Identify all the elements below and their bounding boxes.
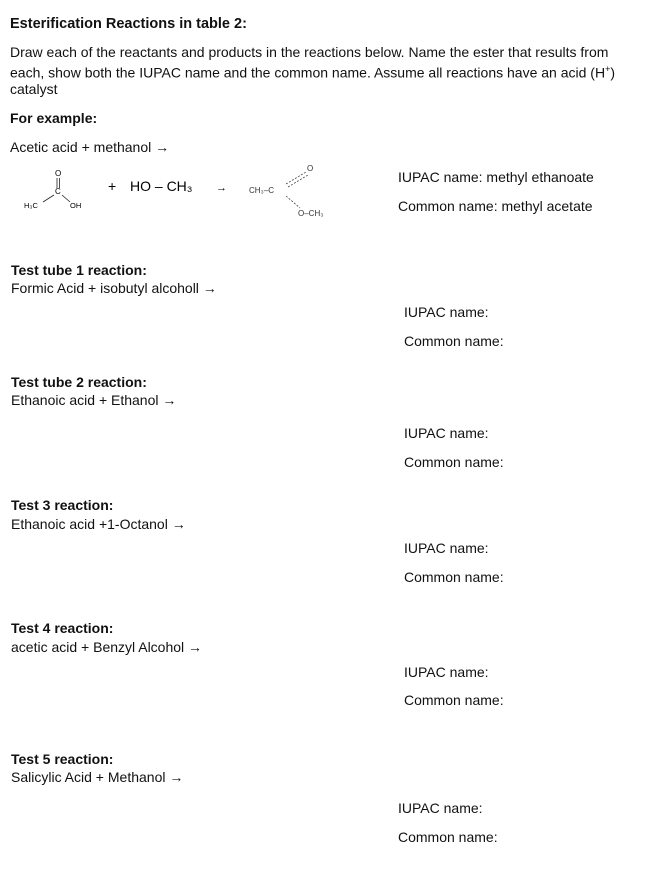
test-3-iupac-label: IUPAC name: xyxy=(404,540,489,556)
instructions-last-line: catalyst xyxy=(10,80,58,97)
example-iupac-name: IUPAC name: methyl ethanoate xyxy=(398,169,594,185)
example-common-name: Common name: methyl acetate xyxy=(398,198,593,214)
test-1-iupac-label: IUPAC name: xyxy=(404,304,489,320)
test-1-heading: Test tube 1 reaction: xyxy=(11,262,147,278)
example-reaction: Acetic acid + methanol → xyxy=(10,139,170,155)
ester-methyl-carbon: CH₃–C xyxy=(249,186,275,195)
instructions-after: ) xyxy=(610,64,615,81)
acid-carbonyl-o: O xyxy=(55,169,62,178)
acid-hydroxyl: OH xyxy=(70,201,82,210)
methanol-formula: HO – CH₃ xyxy=(130,178,193,194)
ester-single-bond xyxy=(286,196,300,208)
test-4-common-label: Common name: xyxy=(404,692,504,708)
acid-left-bond xyxy=(43,195,54,202)
test-5-common-label: Common name: xyxy=(398,829,498,845)
instructions-superscript: + xyxy=(605,63,611,74)
test-5-reaction: Salicylic Acid + Methanol → xyxy=(11,769,184,785)
instructions-paragraph xyxy=(10,44,646,97)
acid-methyl: H₃C xyxy=(24,201,38,210)
ester-double-bond-line-2 xyxy=(288,175,308,187)
example-heading: For example: xyxy=(10,110,98,126)
test-4-reaction: acetic acid + Benzyl Alcohol → xyxy=(11,639,203,655)
test-5-heading: Test 5 reaction: xyxy=(11,751,114,767)
test-3-common-label: Common name: xyxy=(404,569,504,585)
page-title: Esterification Reactions in table 2: xyxy=(10,16,247,32)
reaction-arrow: → xyxy=(216,182,227,194)
test-4-heading: Test 4 reaction: xyxy=(11,620,114,636)
example-reaction-scheme xyxy=(10,160,390,222)
instructions-text: Draw each of the reactants and products in the reactions below. Name the ester that results from each, show both the IUPAC name and the common name. Assume all reactions have an acid (H xyxy=(10,44,609,81)
plus-sign: + xyxy=(108,178,117,194)
test-2-heading: Test tube 2 reaction: xyxy=(11,374,147,390)
test-5-iupac-label: IUPAC name: xyxy=(398,800,483,816)
test-2-common-label: Common name: xyxy=(404,454,504,470)
acid-carbon: C xyxy=(55,187,61,196)
test-1-common-label: Common name: xyxy=(404,333,504,349)
test-3-reaction: Ethanoic acid +1-Octanol → xyxy=(11,516,186,532)
test-4-iupac-label: IUPAC name: xyxy=(404,664,489,680)
ester-double-bond-line-1 xyxy=(286,172,306,184)
test-2-reaction: Ethanoic acid + Ethanol → xyxy=(11,392,177,408)
test-1-reaction: Formic Acid + isobutyl alcoholl → xyxy=(11,280,217,296)
test-2-iupac-label: IUPAC name: xyxy=(404,425,489,441)
test-3-heading: Test 3 reaction: xyxy=(11,497,114,513)
acid-right-bond xyxy=(62,195,70,202)
ester-carbonyl-o: O xyxy=(307,164,314,173)
ester-methoxy: O–CH₃ xyxy=(298,209,324,218)
